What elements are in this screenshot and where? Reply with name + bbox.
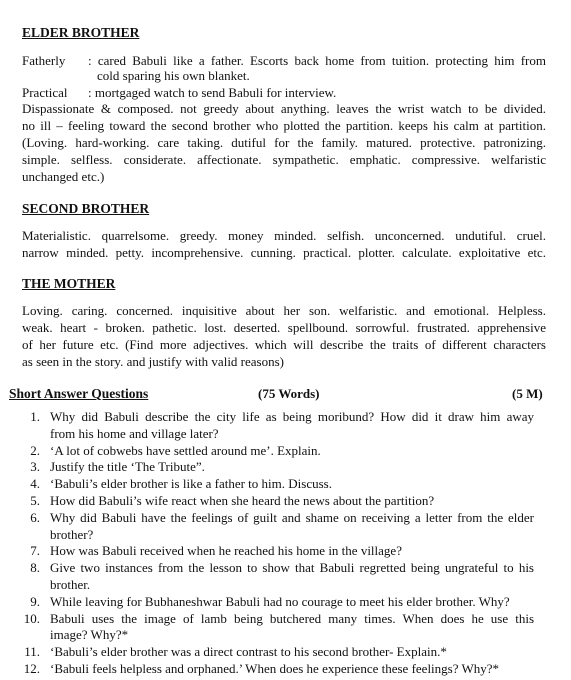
question-text: Justify the title ‘The Tribute”. <box>50 459 205 475</box>
elder-para-line: simple. selfless. considerate. affectionate. sympathetic. emphatic. compressive. welfaristic <box>22 152 546 167</box>
question-number: 12. <box>23 661 40 676</box>
elder-brother-heading: ELDER BROTHER <box>22 25 140 40</box>
question-text: ‘A lot of cobwebs have settled around me’. Explain. <box>50 442 321 458</box>
question-number: 4. <box>30 476 40 492</box>
fatherly-text-1: : cared Babuli like a father. Escorts back home from tuition. protecting him from <box>88 53 546 68</box>
question-text: How was Babuli received when he reached his home in the village? <box>50 543 402 559</box>
elder-para-line: unchanged etc.) <box>22 169 105 184</box>
second-brother-line: Materialistic. quarrelsome. greedy. money minded. selfish. unconcerned. undutiful. cruel. <box>22 228 546 243</box>
question-number: 3. <box>30 459 40 475</box>
question-text: brother. <box>50 577 91 592</box>
practical-label: Practical <box>22 85 68 100</box>
elder-para-line: Dispassionate & composed. not greedy about anything. leaves the wrist watch to be divided. <box>22 101 546 116</box>
question-text: How did Babuli’s wife react when she heard the news about the partition? <box>50 493 435 508</box>
fatherly-label: Fatherly <box>22 53 66 68</box>
question-text: Babuli uses the image of lamb being butchered many times. When does he use this <box>50 610 534 626</box>
question-text: ‘Babuli feels helpless and orphaned.’ When does he experience these feelings? Why?* <box>50 661 500 676</box>
practical-text: : mortgaged watch to send Babuli for interview. <box>88 85 337 100</box>
elder-para-line: no ill – feeling toward the second brother who plotted the partition. keeps his calm at partition. <box>22 118 546 133</box>
saq-words: (75 Words) <box>258 386 320 401</box>
question-text: brother? <box>50 526 94 542</box>
second-brother-heading: SECOND BROTHER <box>22 201 150 216</box>
fatherly-text-2: cold sparing his own blanket. <box>97 68 250 83</box>
question-number: 10. <box>23 610 40 626</box>
question-text: Why did Babuli describe the city life as being moribund? How did it draw him away <box>50 409 534 424</box>
question-text: from his home and village later? <box>50 425 219 441</box>
mother-line: weak. heart - broken. pathetic. lost. deserted. spellbound. sorrowful. frustrated. apprehensive <box>22 320 546 335</box>
mother-line: as seen in the story. and justify with valid reasons) <box>22 354 284 369</box>
question-number: 9. <box>30 593 40 609</box>
question-number: 1. <box>30 409 40 424</box>
question-number: 11. <box>24 644 40 660</box>
elder-para-line: (Loving. hard-working. care taking. dutiful for the family. matured. protective. patronizing. <box>22 135 546 150</box>
question-number: 8. <box>30 560 40 576</box>
mother-line: Loving. caring. concerned. inquisitive about her son. welfaristic. and emotional. Helpless. <box>22 303 546 318</box>
question-text: image? Why?* <box>50 627 129 643</box>
question-text: While leaving for Bubhaneshwar Babuli had no courage to meet his elder brother. Why? <box>50 593 510 609</box>
question-text: ‘Babuli’s elder brother was a direct contrast to his second brother- Explain.* <box>50 644 447 660</box>
question-text: Why did Babuli have the feelings of guilt and shame on receiving a letter from the elder <box>50 509 534 525</box>
question-number: 5. <box>30 493 40 508</box>
mother-line: of her future etc. (Find more adjectives. which will describe the traits of different characters <box>22 337 546 352</box>
mother-heading: THE MOTHER <box>22 276 116 291</box>
question-number: 7. <box>30 543 40 559</box>
question-number: 6. <box>30 509 40 525</box>
saq-marks: (5 M) <box>512 386 543 401</box>
question-text: ‘Babuli’s elder brother is like a father to him. Discuss. <box>50 476 332 492</box>
second-brother-line: narrow minded. petty. incomprehensive. cunning. practical. plotter. calculate. exploitative etc. <box>22 245 546 260</box>
saq-title: Short Answer Questions <box>9 386 149 401</box>
question-number: 2. <box>30 442 40 458</box>
question-text: Give two instances from the lesson to show that Babuli regretted being ungrateful to his <box>50 560 534 576</box>
